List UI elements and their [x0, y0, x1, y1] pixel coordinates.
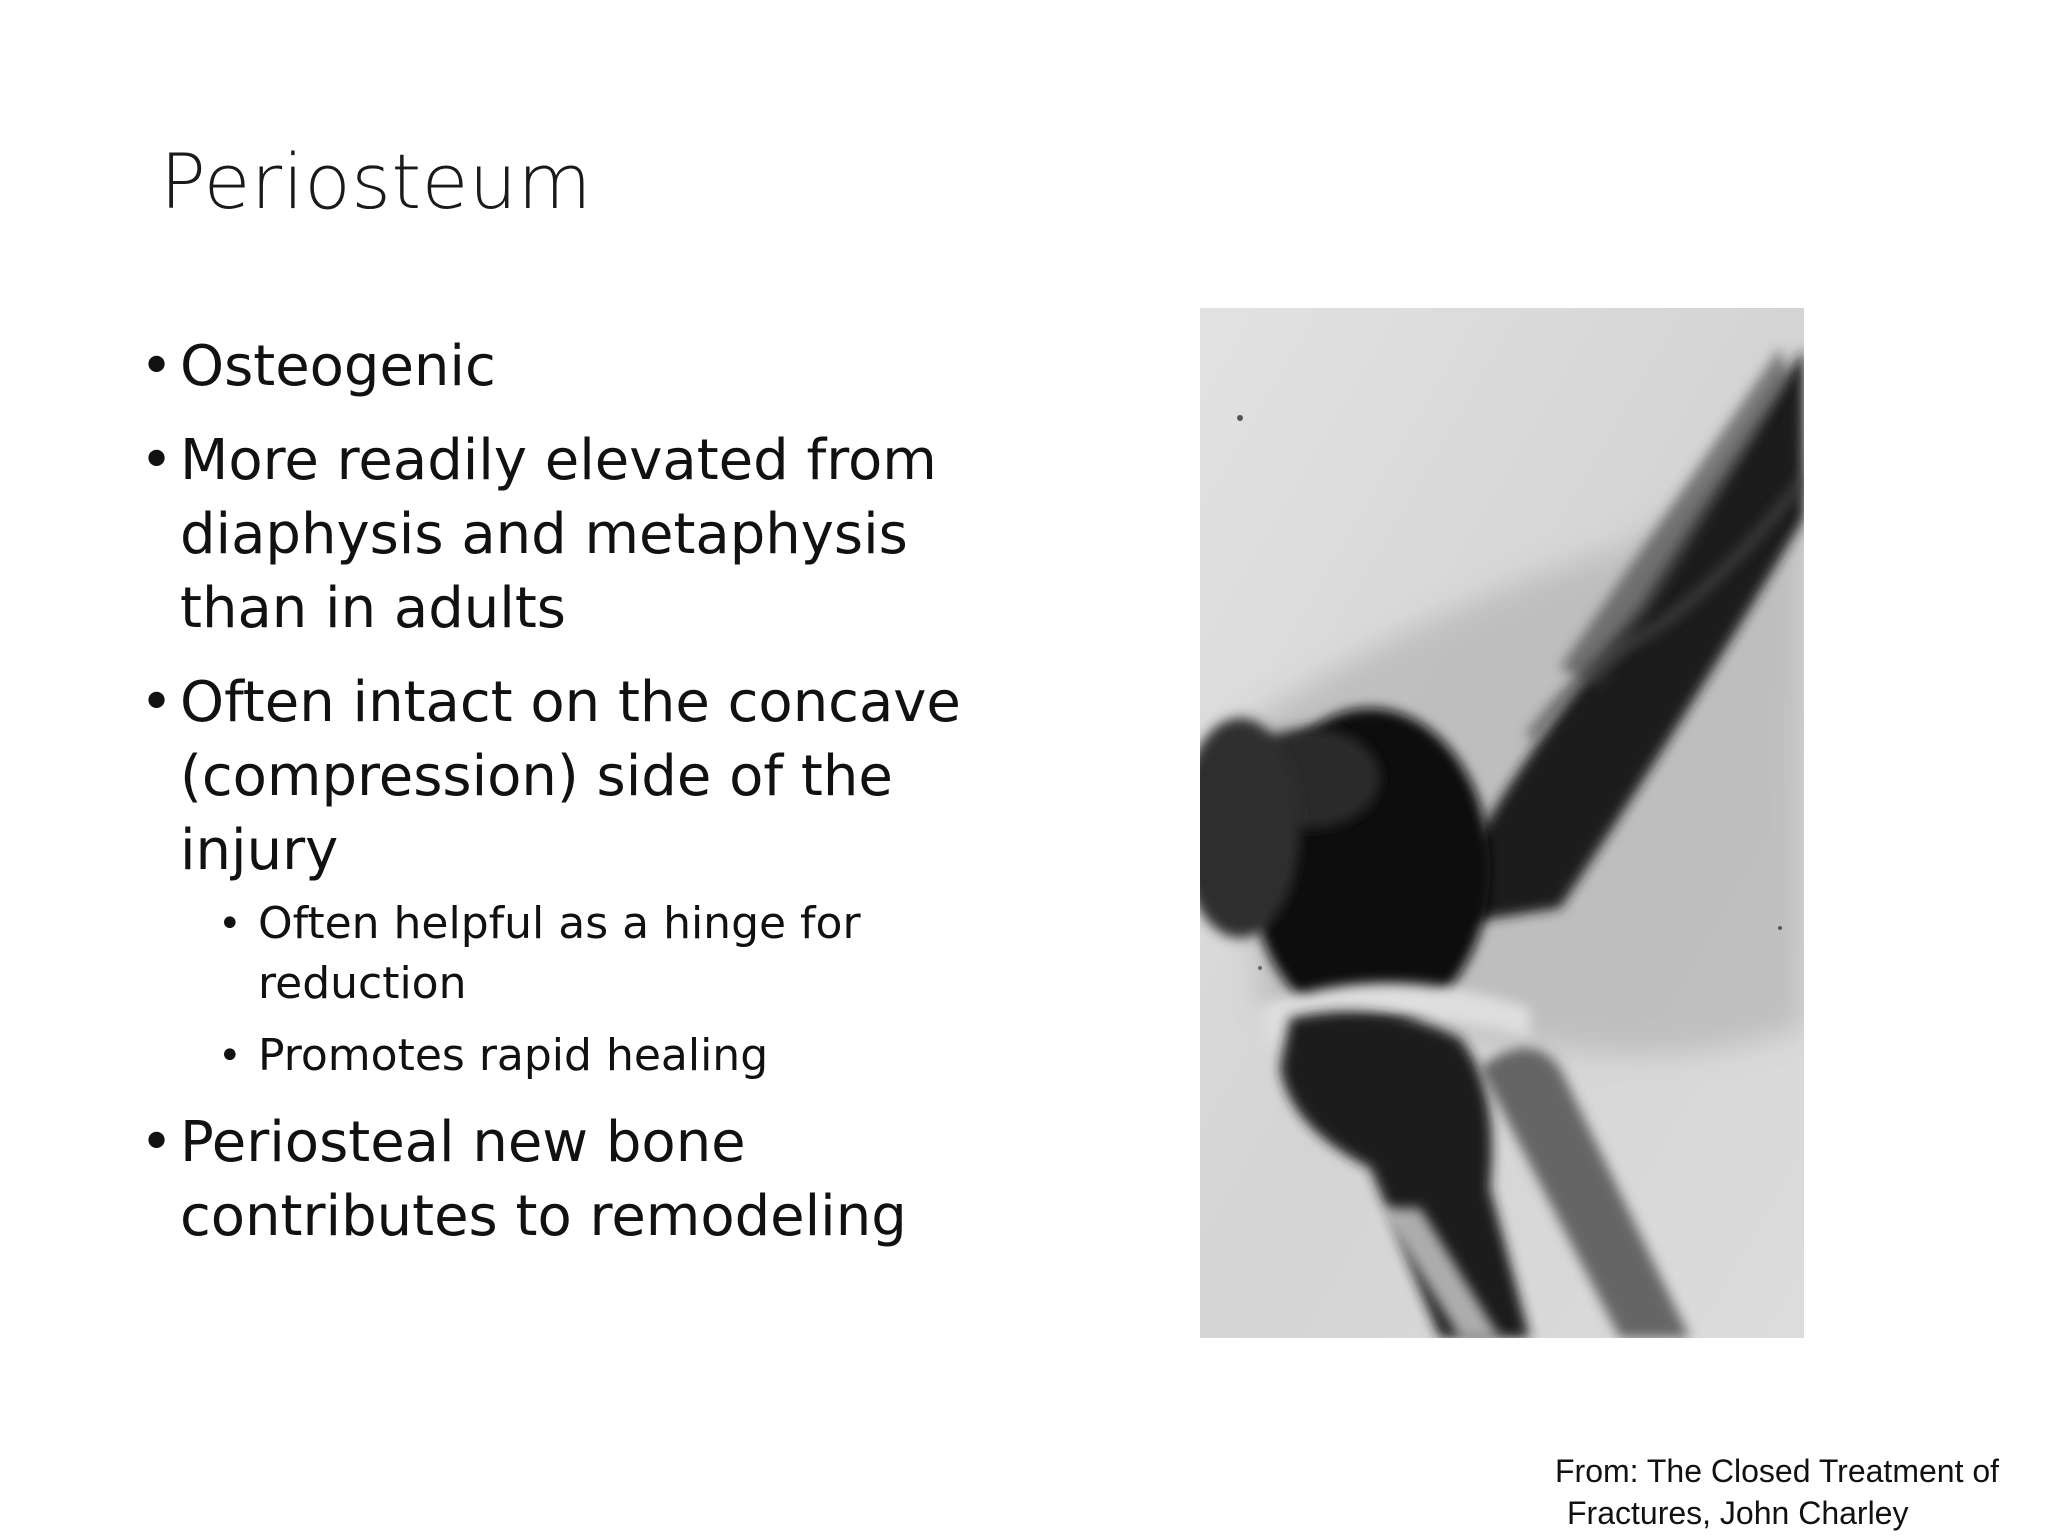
- bullet-item: [140, 1106, 1000, 1254]
- bullet-item: [140, 330, 1000, 404]
- slide-title: Periosteum: [160, 137, 593, 226]
- bullet-list: [140, 330, 1000, 1274]
- citation-line-2: Fractures, John Charley: [1567, 1495, 1909, 1531]
- bullet-text: Osteogenic: [180, 334, 496, 399]
- bullet-item: [140, 424, 1000, 646]
- bullet-text: Often intact on the concave (compression) side of the injury: [180, 670, 961, 883]
- sub-bullet-item: [218, 1026, 1000, 1086]
- elbow-xray-image: [1200, 308, 1804, 1338]
- xray-illustration: [1200, 308, 1804, 1338]
- bullet-text: More readily elevated from diaphysis and metaphysis than in adults: [180, 428, 937, 641]
- image-citation: [1555, 1450, 1999, 1534]
- citation-line-1: From: The Closed Treatment of: [1555, 1453, 2000, 1489]
- sub-bullet-text: Often helpful as a hinge for reduction: [258, 898, 861, 1009]
- bullet-text: Periosteal new bone contributes to remodeling: [180, 1110, 907, 1249]
- bullet-item: [140, 666, 1000, 1086]
- sub-bullet-text: Promotes rapid healing: [258, 1030, 769, 1081]
- sub-bullet-list: [180, 894, 1000, 1086]
- sub-bullet-item: [218, 894, 1000, 1014]
